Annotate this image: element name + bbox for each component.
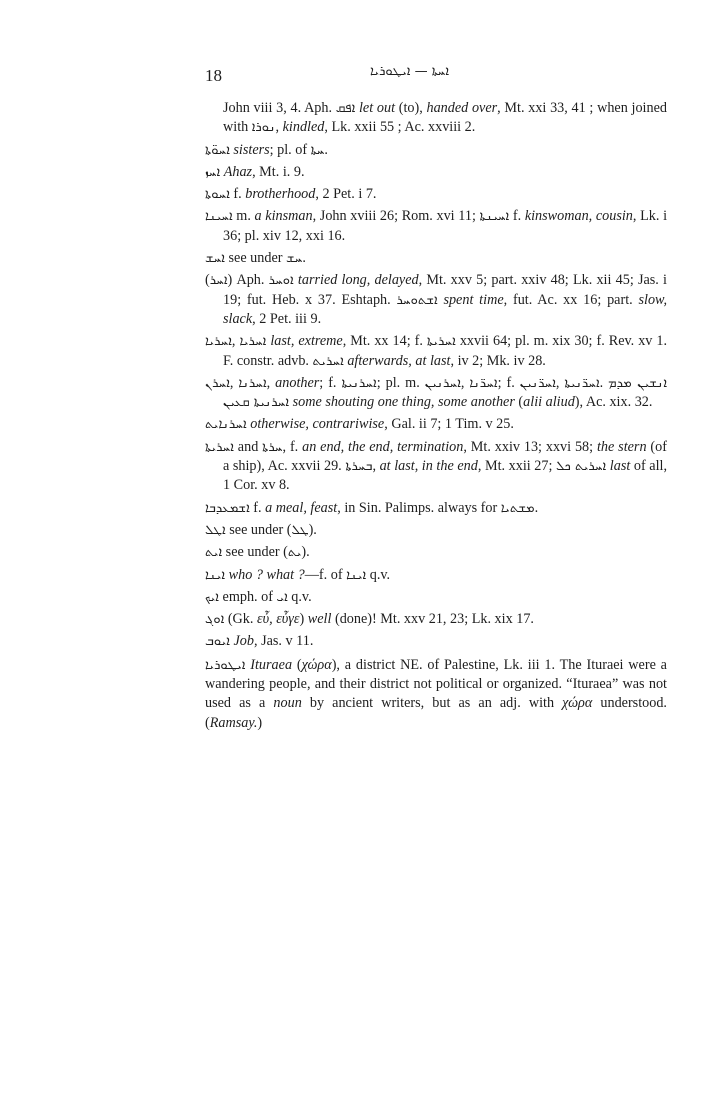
italic-gloss: Ituraea [245,656,293,673]
entry-text: q.v. [287,588,312,605]
entry-text: ; f. [319,374,342,391]
italic-gloss: last [606,458,631,475]
entry-text: see under ( [225,521,292,538]
syriac-term: ܐܚܘ̈ܬܐ [205,142,230,158]
page-header [205,66,675,96]
entry-text: , [229,374,239,391]
entry-text: (of a ship), Ac. xxvii 29. [223,438,667,475]
page-number: 18 [205,66,222,85]
entry-text: , [231,333,240,350]
entry-text: , [266,374,276,391]
syriac-term: ܐܚܫ [205,251,225,267]
entry-text: ) [257,714,263,731]
entry-text: , Gal. ii 7; 1 Tim. v 25. [384,416,514,433]
italic-gloss: let out [355,100,396,116]
italic-gloss: sisters [229,141,270,158]
dictionary-entry [205,271,667,329]
entry-text: ), Ac. xix. 32. [574,394,653,411]
syriac-term: ܚܫ [286,251,303,267]
syriac-term: ܐܚܪ̈ܢܝܬܐ [564,375,600,391]
syriac-term: ܝܬ [287,545,302,561]
syriac-term: ܐܚܝܢܬܐ [479,209,510,225]
dictionary-entry [205,332,667,371]
entry-text: ; pl. of [269,141,311,158]
syriac-term: ܐܛܠ [205,522,226,538]
entry-text: q.v. [366,566,391,583]
entry-text: , Mt. i. 9. [252,163,305,180]
entry-text: ). [301,544,310,561]
entry-text: xxvii 64; pl. m. xix 30; f. Rev. xv 1. F. constr. advb. [223,333,668,369]
entry-text: John viii 3, 4. Aph. [223,100,336,116]
italic-gloss: spent time [437,291,504,308]
italic-gloss: slow, slack [223,291,668,327]
syriac-term: ܐܚܪܢܐ [238,375,267,391]
entry-text: ). [308,521,317,538]
dictionary-entry [205,163,667,182]
italic-gloss: Ramsay. [209,714,258,731]
syriac-term: ܐܢܫܝܢ ܡܕܡ ܐܚܪܢܝܬܐ ܩܥܝܢ [223,375,667,411]
entry-text: , f. [282,438,303,455]
entry-text: f. [509,208,525,225]
entry-text: , [275,119,283,136]
syriac-term: ܐܚܪܢܝܬܐ [341,375,377,391]
entry-text: , [460,374,470,391]
dictionary-entry [205,656,667,733]
dictionary-entry [205,499,667,518]
entry-text: ; f. [497,374,520,391]
entry-text: , Jas. v 11. [254,633,314,650]
entry-text: ( [292,656,302,673]
syriac-term: ܐܚܪ̈ܢܝܢ [519,375,556,391]
syriac-term: ܒܚܪܬܐ [345,459,373,475]
dictionary-entry [205,207,667,246]
italic-gloss: a meal, feast [265,499,338,516]
entry-text: , Mt. xxiv 13; xxvi 58; [463,438,597,455]
syriac-term: ܐܚܪܝܬܐ [205,439,234,455]
italic-gloss: the stern [596,438,647,455]
italic-gloss: another [275,374,320,391]
italic-gloss: kinswoman, cousin [524,208,633,225]
entry-text: , Mt. xx 14; f. [342,333,427,350]
syriac-term: ܐܘܚܪ [268,273,294,289]
syriac-term: ܐܚܘܬܐ [205,187,230,203]
italic-gloss: a kinsman [254,208,313,225]
syriac-term: ܐܚܪ [209,273,228,289]
dictionary-entry [205,632,667,651]
italic-gloss: εὖ, εὖγε [257,611,300,628]
entry-text: , [555,374,565,391]
syriac-term: ܐܝܢܐ [346,567,367,583]
entry-text: , Mt. xxi 33, 41 ; when joined with [223,100,667,136]
syriac-term: ܐܝܛܘܪܝܐ [205,657,246,673]
italic-gloss: χώρα [562,695,593,712]
syriac-term: ܚܪܬܐ [262,439,283,455]
dictionary-entry [205,566,667,585]
entry-text: m. [232,208,255,225]
entry-text: ; pl. m. [376,374,425,391]
entry-text: (to), [395,100,427,116]
dictionary-entry [205,141,667,160]
italic-gloss: brotherhood [245,186,316,203]
syriac-term: ܐܚܪܝܐ [239,334,267,350]
italic-gloss: tarried long, delayed [293,272,419,289]
running-title: ܐܚܬܐ — ܐܝܛܘܪܝܐ [370,64,450,79]
dictionary-entries [205,99,667,736]
syriac-term: ܢܘܪܐ [251,120,276,136]
entry-text: . [302,250,306,267]
italic-gloss: χώρα [301,656,332,673]
italic-gloss: at last, in the end [379,458,478,475]
italic-gloss: kindled [282,119,325,136]
entry-text: , John xviii 26; Rom. xvi 11; [312,208,480,225]
syriac-term: ܐܚܪܝܬ ܟܠ [555,459,607,475]
syriac-term: ܐܚܙ [205,164,221,180]
entry-text: , 2 Pet. iii 9. [252,310,322,327]
entry-text: (done)! Mt. xxv 21, 23; Lk. xix 17. [331,611,534,628]
entry-text: see under [224,250,287,267]
dictionary-entry [205,249,667,268]
entry-text: understood. ( [205,695,667,731]
syriac-term: ܐܚܪܢܐܝܬ [205,417,247,433]
entry-text: , Mt. xxii 27; [477,458,556,475]
syriac-term: ܛܠ [291,522,309,538]
italic-gloss: afterwards, at last [343,352,451,369]
syriac-term: ܐܦܩ [335,101,356,116]
italic-gloss: alii aliud [523,394,575,411]
syriac-term: ܐܚܪ̈ܢܐ [469,375,498,391]
entry-text: emph. of [218,588,277,605]
entry-text: , fut. Ac. xx 16; part. [503,291,639,308]
entry-text: . [534,499,539,516]
italic-gloss: who ? what ? [225,566,305,583]
entry-text: , Mt. xxv 5; part. xxiv 48; Lk. xii 45; Jas. i 19; fut. Heb. x 37. Eshtaph. [223,272,667,308]
italic-gloss: Job [229,633,254,650]
syriac-term: ܐܚܪܢܝܢ [424,375,461,391]
italic-gloss: otherwise, contrariwise [246,416,385,433]
syriac-term: ܐܝܢܐ [205,567,226,583]
syriac-term: ܐܝܘܒ [205,634,230,650]
entry-text: of all, 1 Cor. xv 8. [223,458,667,494]
entry-text: , Lk. i 36; pl. xiv 12, xxi 16. [223,208,668,244]
entry-text: , iv 2; Mk. iv 28. [450,352,546,369]
entry-text: f. [229,186,246,203]
entry-text: ( [514,394,524,411]
entry-text: and [233,438,263,455]
entry-text: —f. of [304,566,347,583]
entry-text: ) Aph. [227,272,269,289]
dictionary-entry [205,610,667,629]
italic-gloss: last, extreme [266,333,343,350]
syriac-term: ܐܫܬܘܚܪ [396,292,438,308]
italic-gloss: an end, the end, termination [302,438,464,455]
entry-text: , 2 Pet. i 7. [315,186,377,203]
dictionary-entry [205,415,667,434]
dictionary-entry [205,438,667,496]
entry-text: , in Sin. Palimps. always for [337,499,501,516]
entry-text: by ancient writers, but as an adj. with [301,695,563,712]
syriac-term: ܐܝܬ [205,545,223,561]
syriac-term: ܐܝ [276,589,288,605]
italic-gloss: handed over [426,100,498,116]
entry-text: . [324,141,328,158]
syriac-term: ܚܬܐ [310,142,325,158]
syriac-term: ܐܫܡܥܕܒܐ [205,500,250,516]
syriac-term: ܐܚܝܢܐ [205,209,233,225]
italic-gloss: noun [273,695,302,712]
dictionary-entry [205,543,667,562]
entry-text: (Gk. [224,611,257,628]
dictionary-entry [205,99,667,138]
entry-text: . [599,374,609,391]
italic-gloss: well [307,611,332,628]
entry-text: see under ( [222,544,288,561]
entry-text: f. [249,499,266,516]
entry-text: ( [205,272,210,289]
entry-text: ), a district NE. of Palestine, Lk. iii 1. The Ituraei were a wandering people, and their district not political or organized. “Ituraea” was not used as a [205,656,667,712]
entry-text: , [372,458,380,475]
syriac-term: ܐܘܓ [205,612,225,628]
syriac-term: ܐܝܟ [205,589,219,605]
entry-text: , Lk. xxii 55 ; Ac. xxviii 2. [324,119,476,136]
syriac-term: ܐܚܪܢ [205,375,230,391]
entry-text: ) [299,611,308,628]
dictionary-entry [205,374,667,413]
syriac-term: ܐܚܪܝܬ [312,353,344,369]
dictionary-entry [205,185,667,204]
syriac-term: ܐܚܪܝܐ [205,334,232,350]
italic-gloss: Ahaz [220,163,253,180]
dictionary-entry [205,588,667,607]
dictionary-entry [205,521,667,540]
syriac-term: ܡܫܬܝܐ [500,500,535,516]
italic-gloss: some shouting one thing, some another [289,394,515,411]
syriac-term: ܐܚܪܝܬܐ [426,334,456,350]
